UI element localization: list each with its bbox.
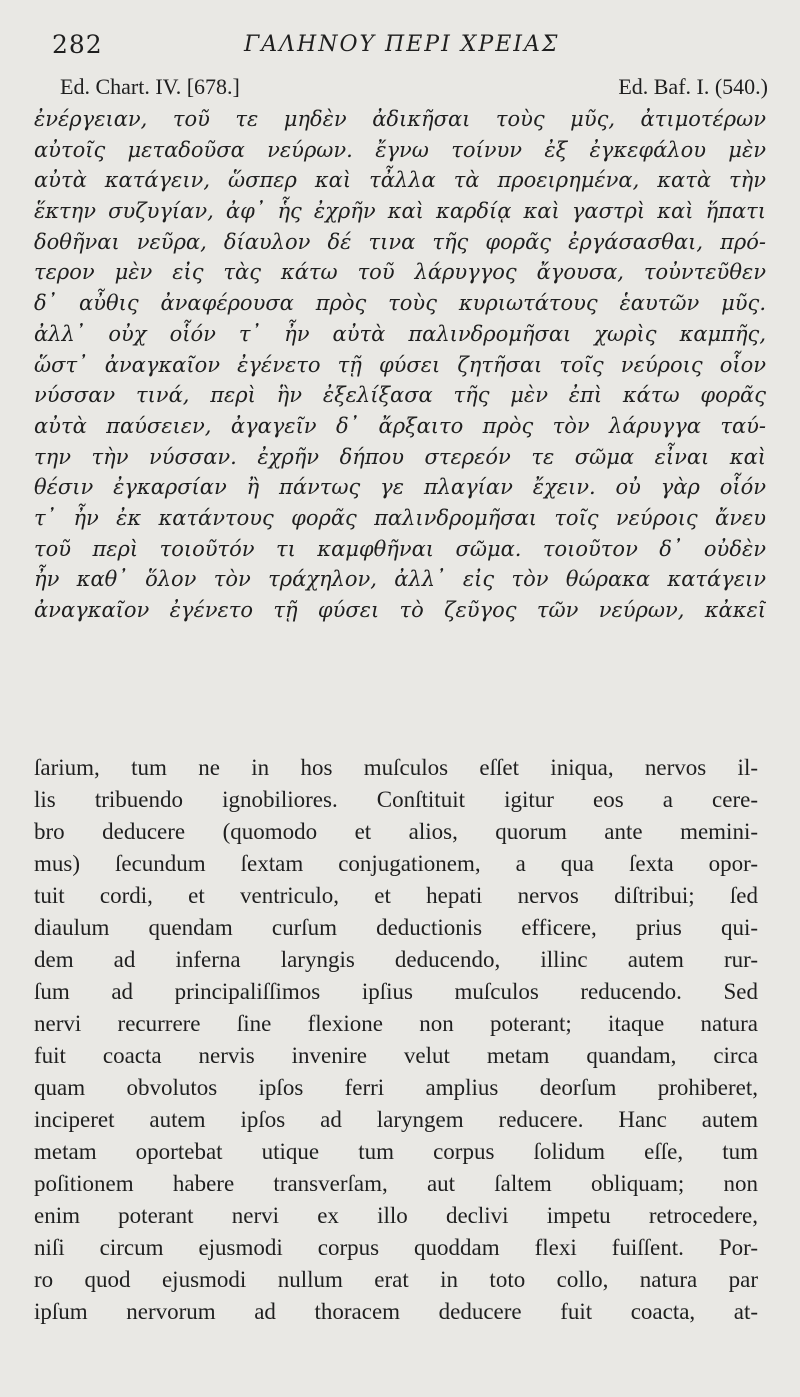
latin-text-line: quam obvolutos ipſos ferri amplius deorſum prohiberet, [34,1075,758,1100]
greek-text-line: δ᾽ αὖθις ἀναφέρουσα πρὸς τοὺς κυριωτάτους ἑαυτῶν μῦς. [34,291,766,316]
latin-text-line: diaulum quendam curſum deductionis efficere, prius qui- [34,915,758,940]
edition-reference-basel: Ed. Baf. I. (540.) [618,74,768,99]
latin-text-line: ro quod ejusmodi nullum erat in toto collo, natura par [34,1267,758,1292]
greek-text-line: δοθῆναι νεῦρα, δίαυλον δέ τινα τῆς φορᾶς ἐργάσασθαι, πρό- [34,229,766,254]
greek-text-line: ἀναγκαῖον ἐγένετο τῇ φύσει τὸ ζεῦγος τῶν νεύρων, κἀκεῖ [34,598,766,622]
running-title: ΓΑΛΗΝΟΥ ΠΕΡΙ ΧΡΕΙΑΣ [244,32,560,57]
greek-text-line: νύσσαν τινά, περὶ ἣν ἐξελίξασα τῆς μὲν ἐπὶ κάτω φορᾶς [34,383,766,408]
latin-text-block [34,752,758,1328]
latin-text-line: fuit coacta nervis invenire velut metam quandam, circa [34,1043,758,1068]
greek-text-line: τερον μὲν εἰς τὰς κάτω τοῦ λάρυγγος ἄγουσα, τοὐντεῦθεν [34,260,766,285]
latin-text-line: lis tribuendo ignobiliores. Conſtituit igitur eos a cere- [34,787,758,812]
latin-text-line: metam oportebat utique tum corpus ſolidum eſſe, tum [34,1139,758,1164]
latin-text-line: ſum ad principaliſſimos ipſius muſculos reducendo. Sed [34,979,758,1004]
latin-text-line: enim poterant nervi ex illo declivi impetu retrocedere, [34,1203,758,1228]
latin-text-line: mus) ſecundum ſextam conjugationem, a qua ſexta opor- [34,851,758,876]
edition-reference-chartier: Ed. Chart. IV. [678.] [60,74,240,99]
latin-text-line: ſarium, tum ne in hos muſculos eſſet iniqua, nervos il- [34,755,758,780]
greek-text-line: ἕκτην συζυγίαν, ἀφ᾽ ἧς ἐχρῆν καὶ καρδίᾳ καὶ γαστρὶ καὶ ἥπατι [34,199,766,224]
latin-text-line: inciperet autem ipſos ad laryngem reducere. Hanc autem [34,1107,758,1132]
page-number: 282 [52,30,103,59]
latin-text-line: tuit cordi, et ventriculo, et hepati nervos diſtribui; ſed [34,883,758,908]
greek-text-line: ἦν καθ᾽ ὅλον τὸν τράχηλον, ἀλλ᾽ εἰς τὸν θώρακα κατάγειν [34,567,766,592]
greek-text-line: αὐτὰ κατάγειν, ὥσπερ καὶ τἆλλα τὰ προειρημένα, κατὰ τὴν [34,168,766,193]
greek-text-line: αὐτὰ παύσειεν, ἀγαγεῖν δ᾽ ἄρξαιτο πρὸς τὸν λάρυγγα ταύ- [34,413,766,438]
greek-text-line: ἀλλ᾽ οὐχ οἷόν τ᾽ ἦν αὐτὰ παλινδρομῆσαι χωρὶς καμπῆς, [34,321,766,346]
edition-reference-line [60,74,768,102]
greek-text-line: ὥστ᾽ ἀναγκαῖον ἐγένετο τῇ φύσει ζητῆσαι τοῖς νεύροις οἷον [34,352,766,377]
greek-text-line: θέσιν ἐγκαρσίαν ἢ πάντως γε πλαγίαν ἔχειν. οὐ γὰρ οἷόν [34,475,766,500]
latin-text-line: ipſum nervorum ad thoracem deducere fuit coacta, at- [34,1299,758,1324]
latin-text-line: dem ad inferna laryngis deducendo, illinc autem rur- [34,947,758,972]
greek-text-line: την τὴν νύσσαν. ἐχρῆν δήπου στερεόν τε σῶμα εἶναι καὶ [34,444,766,469]
greek-text-line: ἐνέργειαν, τοῦ τε μηδὲν ἀδικῆσαι τοὺς μῦς, ἀτιμοτέρων [34,107,766,131]
latin-text-line: bro deducere (quomodo et alios, quorum ante memini- [34,819,758,844]
greek-text-line: τοῦ περὶ τοιοῦτόν τι καμφθῆναι σῶμα. τοιοῦτον δ᾽ οὐδὲν [34,536,766,561]
greek-text-line: αὐτοῖς μεταδοῦσα νεύρων. ἔγνω τοίνυν ἐξ ἐγκεφάλου μὲν [34,137,766,162]
latin-text-line: niſi circum ejusmodi corpus quoddam flexi fuiſſent. Por- [34,1235,758,1260]
latin-text-line: poſitionem habere transverſam, aut ſaltem obliquam; non [34,1171,758,1196]
greek-text-line: τ᾽ ἦν ἐκ κατάντους φορᾶς παλινδρομῆσαι τοῖς νεύροις ἄνευ [34,505,766,530]
greek-text-block [34,104,766,626]
latin-text-line: nervi recurrere ſine flexione non poterant; itaque natura [34,1011,758,1036]
running-head [52,30,760,60]
